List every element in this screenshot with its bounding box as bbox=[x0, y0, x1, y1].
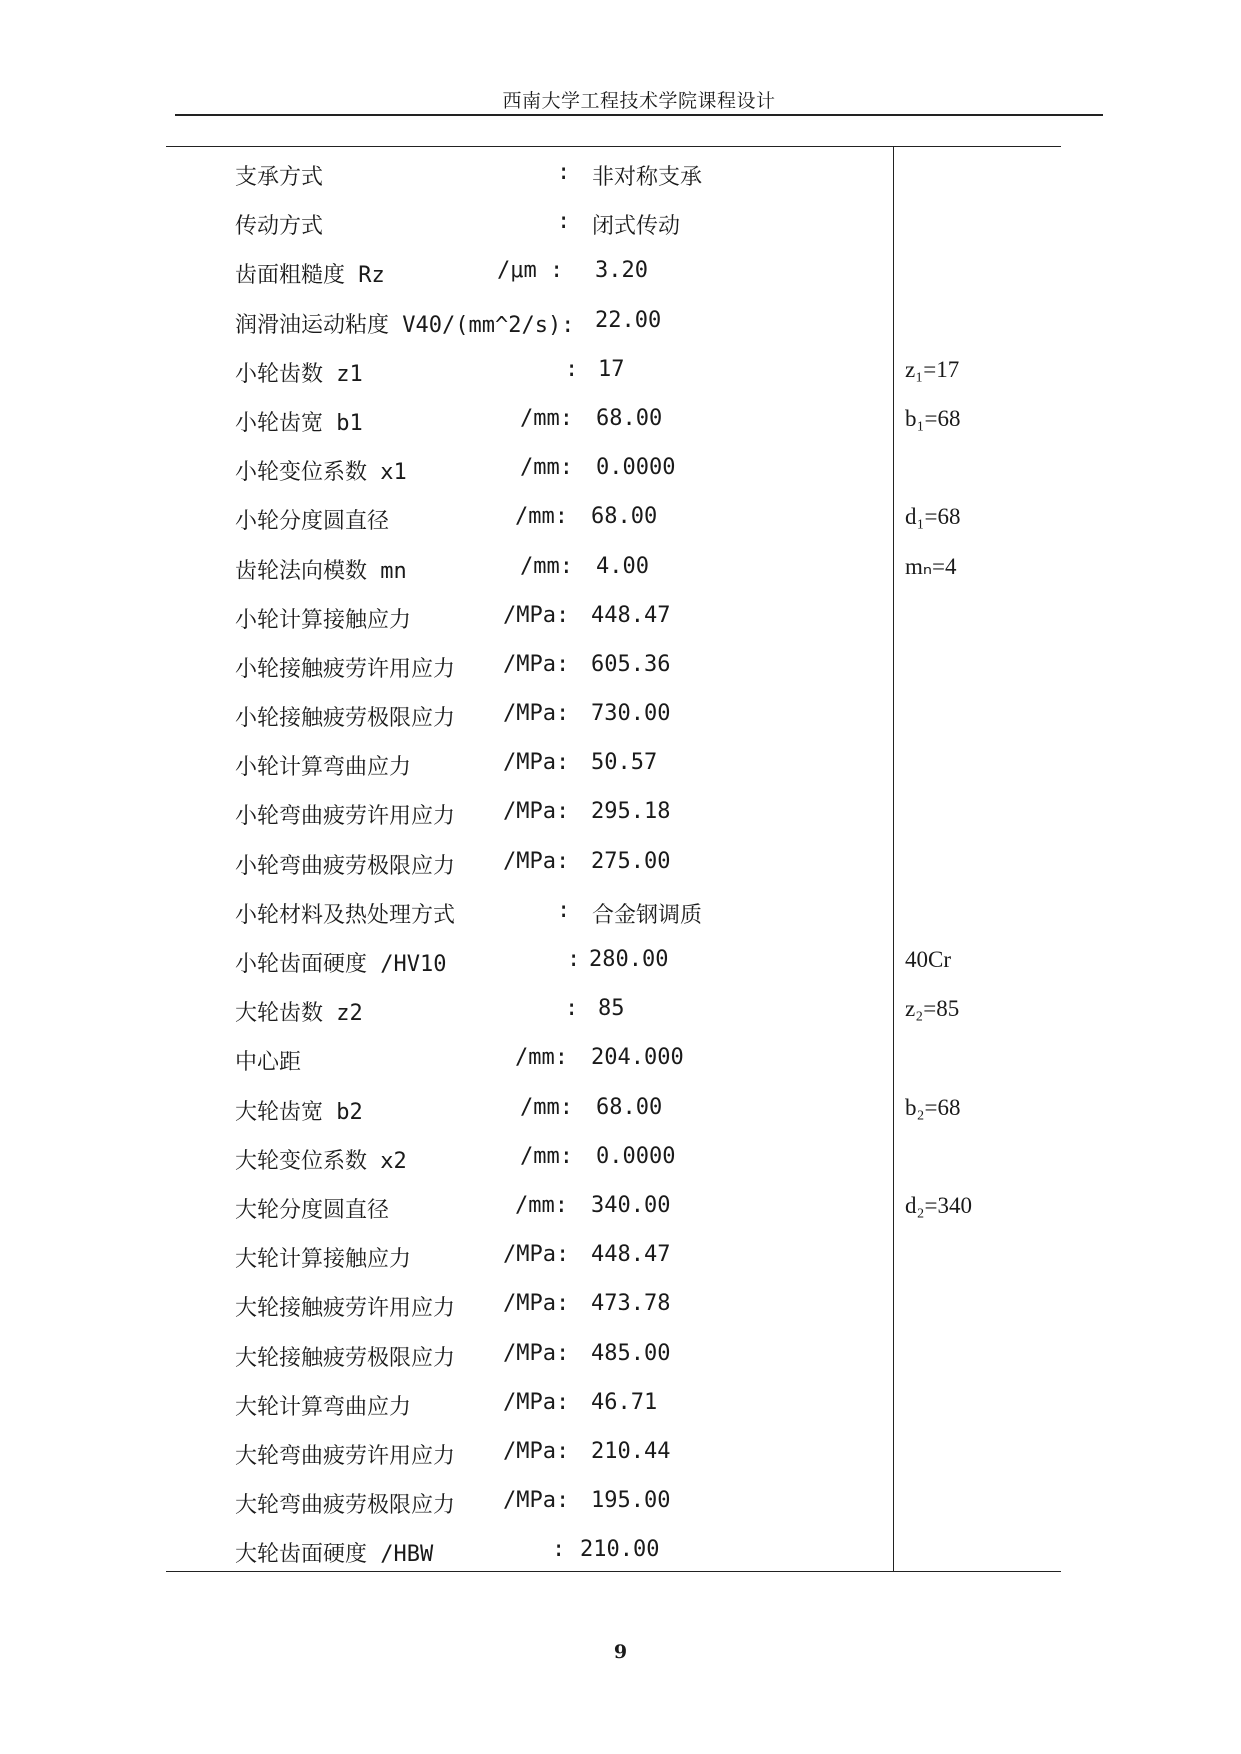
param-name: 小轮接触疲劳许用应力 bbox=[235, 656, 456, 682]
param-value: 68.00 bbox=[596, 405, 663, 431]
param-name: 小轮齿面硬度 /HV10 bbox=[235, 952, 447, 977]
param-value: 485.00 bbox=[591, 1340, 671, 1366]
param-value: 闭式传动 bbox=[592, 214, 681, 240]
table-row bbox=[0, 248, 1241, 297]
param-value: 448.47 bbox=[591, 1242, 671, 1268]
param-note: 40Cr bbox=[905, 947, 951, 972]
param-unit: : bbox=[567, 947, 581, 972]
param-note: mₙ=4 bbox=[905, 553, 957, 579]
param-note: z₂=85 bbox=[905, 996, 960, 1022]
param-value: 0.0000 bbox=[596, 455, 676, 481]
table-row bbox=[0, 1429, 1241, 1478]
param-value: 340.00 bbox=[591, 1192, 671, 1218]
param-unit: : bbox=[565, 356, 579, 382]
table-row bbox=[0, 1331, 1241, 1380]
param-unit: /MPa: bbox=[503, 1438, 570, 1464]
param-unit: /MPa: bbox=[503, 1291, 570, 1317]
param-value: 280.00 bbox=[589, 947, 669, 972]
param-value: 50.57 bbox=[591, 750, 658, 776]
param-unit: /mm: bbox=[520, 455, 573, 481]
table-row bbox=[0, 298, 1241, 347]
param-unit: /mm: bbox=[515, 504, 568, 530]
param-name: 大轮接触疲劳极限应力 bbox=[235, 1345, 456, 1371]
param-name: 小轮弯曲疲劳许用应力 bbox=[235, 804, 456, 830]
param-note: d₂=340 bbox=[905, 1192, 972, 1218]
param-value: 605.36 bbox=[591, 651, 671, 677]
table-row bbox=[0, 445, 1241, 494]
param-value: 730.00 bbox=[591, 701, 671, 727]
table-row bbox=[0, 150, 1241, 199]
parameter-table bbox=[0, 150, 1241, 1576]
table-row bbox=[0, 347, 1241, 396]
table-row bbox=[0, 1183, 1241, 1232]
param-name: 大轮齿面硬度 /HBW bbox=[235, 1542, 434, 1568]
param-note: z₁=17 bbox=[905, 356, 960, 382]
header-rule bbox=[175, 114, 1103, 116]
param-unit: /MPa: bbox=[503, 848, 570, 874]
table-row bbox=[0, 396, 1241, 445]
page-header-title: 西南大学工程技术学院课程设计 bbox=[502, 90, 776, 112]
param-unit: /MPa: bbox=[503, 1242, 570, 1268]
table-row bbox=[0, 1281, 1241, 1330]
param-unit: /mm: bbox=[515, 1192, 568, 1218]
param-unit: /mm: bbox=[520, 553, 573, 579]
param-unit: /MPa: bbox=[503, 1389, 570, 1415]
param-unit: /MPa: bbox=[503, 799, 570, 825]
param-unit: : bbox=[557, 160, 571, 185]
param-note: b₂=68 bbox=[905, 1094, 961, 1120]
param-unit: /mm: bbox=[520, 1094, 573, 1120]
table-row bbox=[0, 691, 1241, 740]
table-row bbox=[0, 740, 1241, 789]
param-note: d₁=68 bbox=[905, 504, 961, 530]
param-unit: : bbox=[552, 1537, 566, 1563]
param-name: 支承方式 bbox=[235, 165, 324, 190]
param-value: 448.47 bbox=[591, 602, 671, 628]
param-name: 小轮分度圆直径 bbox=[235, 509, 390, 535]
param-name: 大轮弯曲疲劳许用应力 bbox=[235, 1443, 456, 1469]
param-name: 大轮变位系数 x2 bbox=[235, 1148, 407, 1174]
param-name: 小轮齿宽 b1 bbox=[235, 410, 363, 436]
param-name: 大轮接触疲劳许用应力 bbox=[235, 1296, 456, 1322]
param-name: 小轮接触疲劳极限应力 bbox=[235, 706, 456, 732]
param-value: 合金钢调质 bbox=[592, 902, 703, 928]
table-row bbox=[0, 642, 1241, 691]
param-value: 68.00 bbox=[596, 1094, 663, 1120]
param-note: b₁=68 bbox=[905, 405, 961, 431]
param-value: 195.00 bbox=[591, 1488, 671, 1514]
table-row bbox=[0, 888, 1241, 937]
table-row bbox=[0, 1085, 1241, 1134]
param-name: 小轮计算接触应力 bbox=[235, 607, 412, 633]
param-name: 大轮齿数 z2 bbox=[235, 1001, 363, 1027]
param-unit: /mm: bbox=[520, 1143, 573, 1169]
param-value: 4.00 bbox=[596, 553, 649, 579]
table-row bbox=[0, 789, 1241, 838]
param-unit: : bbox=[557, 897, 571, 923]
param-value: 295.18 bbox=[591, 799, 671, 825]
param-name: 齿轮法向模数 mn bbox=[235, 558, 407, 584]
table-row bbox=[0, 1380, 1241, 1429]
param-name: 小轮变位系数 x1 bbox=[235, 460, 407, 486]
param-value: 46.71 bbox=[591, 1389, 658, 1415]
table-row bbox=[0, 1134, 1241, 1183]
param-unit: : bbox=[557, 209, 571, 235]
param-unit: : bbox=[565, 996, 579, 1022]
table-row bbox=[0, 986, 1241, 1035]
param-name: 传动方式 bbox=[235, 214, 324, 240]
param-name: 小轮齿数 z1 bbox=[235, 361, 363, 387]
param-unit: /MPa: bbox=[503, 651, 570, 677]
param-name: 大轮齿宽 b2 bbox=[235, 1099, 363, 1125]
table-row bbox=[0, 1035, 1241, 1084]
param-value: 22.00 bbox=[595, 307, 662, 333]
param-value: 210.44 bbox=[591, 1438, 671, 1464]
param-name: 小轮计算弯曲应力 bbox=[235, 755, 412, 781]
param-value: 85 bbox=[598, 996, 625, 1022]
param-name: 小轮弯曲疲劳极限应力 bbox=[235, 853, 456, 879]
param-name: 大轮计算弯曲应力 bbox=[235, 1394, 412, 1420]
table-row bbox=[0, 593, 1241, 642]
table-row bbox=[0, 494, 1241, 543]
table-row bbox=[0, 199, 1241, 248]
param-unit: /MPa: bbox=[503, 1488, 570, 1514]
param-value: 204.000 bbox=[591, 1045, 684, 1071]
param-name: 大轮计算接触应力 bbox=[235, 1247, 412, 1273]
param-value: 275.00 bbox=[591, 848, 671, 874]
table-row bbox=[0, 1478, 1241, 1527]
page-number: 9 bbox=[613, 1641, 628, 1663]
param-name: 小轮材料及热处理方式 bbox=[235, 902, 456, 928]
table-row bbox=[0, 1232, 1241, 1281]
param-name: 大轮弯曲疲劳极限应力 bbox=[235, 1493, 456, 1519]
param-value: 3.20 bbox=[595, 258, 648, 284]
table-row bbox=[0, 937, 1241, 986]
param-value: 17 bbox=[598, 356, 625, 382]
param-unit: /MPa: bbox=[503, 750, 570, 776]
param-unit: /mm: bbox=[515, 1045, 568, 1071]
table-top-rule bbox=[166, 146, 1061, 147]
param-unit: /MPa: bbox=[503, 602, 570, 628]
table-row bbox=[0, 544, 1241, 593]
param-value: 68.00 bbox=[591, 504, 658, 530]
param-name: 齿面粗糙度 Rz bbox=[235, 263, 385, 289]
param-name: 大轮分度圆直径 bbox=[235, 1197, 390, 1223]
table-row bbox=[0, 1527, 1241, 1576]
param-unit: /μm : bbox=[497, 258, 564, 284]
param-value: 473.78 bbox=[591, 1291, 671, 1317]
param-value: 210.00 bbox=[580, 1537, 660, 1563]
param-unit: /mm: bbox=[520, 405, 573, 431]
param-name: 中心距 bbox=[235, 1050, 302, 1076]
param-name: 润滑油运动粘度 V40/(mm^2/s): bbox=[235, 312, 575, 338]
param-value: 0.0000 bbox=[596, 1143, 676, 1169]
param-value: 非对称支承 bbox=[592, 165, 703, 190]
table-row bbox=[0, 839, 1241, 888]
param-unit: /MPa: bbox=[503, 701, 570, 727]
param-unit: /MPa: bbox=[503, 1340, 570, 1366]
